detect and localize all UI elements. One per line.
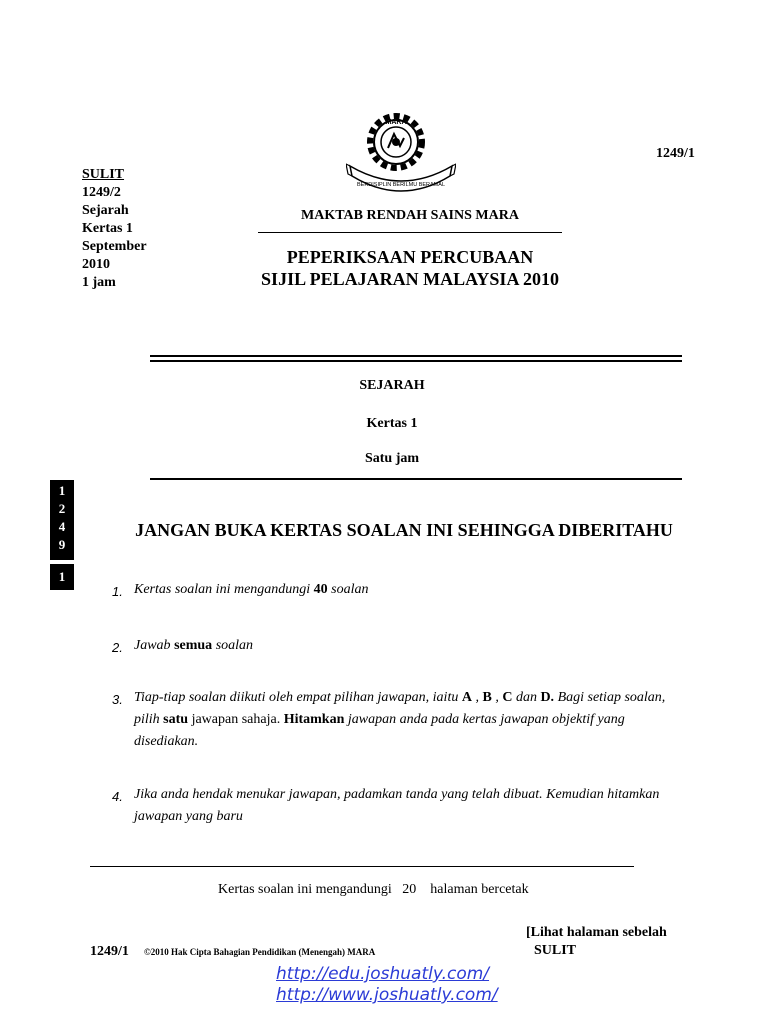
exam-month: September [82,239,147,254]
website-link[interactable]: http://www.joshuatly.com/ [276,985,498,1005]
instruction-text-run: B [482,690,492,705]
instruction-text-run: satu [163,712,189,727]
subject-code: 1249/2 [82,185,121,200]
side-code-box [50,480,74,560]
institution-name: MAKTAB RENDAH SAINS MARA [301,208,519,223]
footer-security: SULIT [534,943,577,958]
instruction-text-run: C [502,690,513,705]
exam-title [200,246,620,290]
side-digit: 2 [58,501,66,516]
paper-info [82,166,147,292]
side-digit: 1 [58,483,66,498]
divider-bottom [90,866,634,867]
divider-top [150,355,682,357]
website-link[interactable]: http://edu.joshuatly.com/ [276,964,490,984]
see-next-page: [Lihat halaman sebelah [526,925,667,940]
institution-rule [258,232,562,233]
paper-label: Kertas 1 [82,221,133,236]
exam-year: 2010 [82,257,110,272]
logo-top-text: MARA [385,119,407,126]
instruction-text-run: Bagi setiap soalan, pilih [134,690,666,727]
instruction-text-run: Jika anda hendak menukar jawapan, padamkan tanda yang telah dibuat. Kemudian hitamkan jawapan yang baru [134,787,660,824]
instruction-text-run: , [491,690,503,705]
security-label: SULIT [82,167,125,182]
instruction-text-run: jawapan anda pada kertas jawapan objektif yang disediakan. [134,712,625,749]
page-count-note: Kertas soalan ini mengandungi 20 halaman bercetak [218,882,529,897]
side-digit: 9 [58,537,66,552]
instruction-text-run: Hitamkan [283,712,345,727]
instruction-3 [134,687,674,753]
divider-top-second [150,360,682,362]
center-time: Satu jam [364,451,420,466]
instruction-text-run: semua [174,638,213,653]
duration: 1 jam [82,275,116,290]
instruction-number: 3. [112,692,123,707]
instruction-text-run: soalan [212,638,254,653]
instruction-text-run: dan [512,690,541,705]
side-paper-box: 1 [50,564,74,590]
next-page-note [526,924,667,960]
exam-title-line1: PEPERIKSAAN PERCUBAAN [286,247,534,267]
instruction-text-run: Tiap-tiap soalan diikuti oleh empat pilihan jawapan, iaitu [134,690,462,705]
instruction-text-run: soalan [327,582,369,597]
copyright-notice: ©2010 Hak Cipta Bahagian Pendidikan (Menengah) MARA [144,947,376,957]
side-digit: 4 [58,519,66,534]
paper-code-top-right: 1249/1 [656,146,695,161]
mara-logo [346,110,456,200]
divider-middle [150,478,682,480]
footer-paper-code: 1249/1 [90,944,129,959]
instruction-text-run: Jawab [134,638,175,653]
warning-heading: JANGAN BUKA KERTAS SOALAN INI SEHINGGA DIBERITAHU [135,520,673,540]
instruction-1 [134,579,674,601]
instruction-number: 4. [112,789,123,804]
instruction-text-run: , [471,690,483,705]
instruction-4 [134,784,674,828]
instruction-number: 2. [112,640,123,655]
instruction-text-run: D. [540,690,555,705]
instruction-text-run: A [461,690,472,705]
center-paper: Kertas 1 [366,416,418,431]
exam-title-line2: SIJIL PELAJARAN MALAYSIA 2010 [261,269,559,289]
instruction-text-run: 40 [313,582,328,597]
instruction-number: 1. [112,584,123,599]
instruction-2 [134,635,674,657]
instruction-text-run: jawapan sahaja. [188,712,284,727]
instruction-text-run: Kertas soalan ini mengandungi [134,582,314,597]
logo-ribbon-text: BERDISIPLIN BERILMU BERAMAL [356,182,446,188]
center-subject: SEJARAH [359,378,425,393]
subject-name: Sejarah [82,203,129,218]
